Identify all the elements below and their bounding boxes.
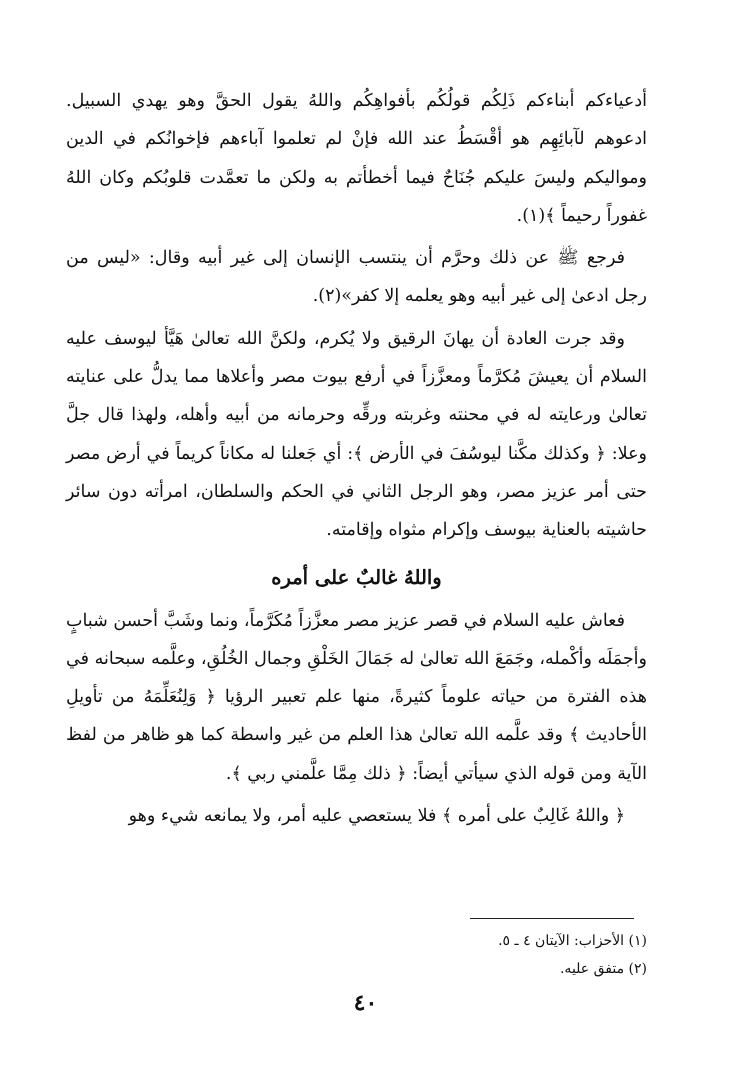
footnote-1: (١) الأحزاب: الآيتان ٤ ـ ٥. <box>498 933 647 949</box>
footnote-2: (٢) متفق عليه. <box>559 961 647 977</box>
main-text <box>66 82 647 835</box>
footnotes <box>347 927 647 983</box>
page-number: ٤٠ <box>353 990 378 1016</box>
footnote-divider <box>470 918 634 919</box>
paragraph-custom: وقد جرت العادة أن يهانَ الرقيق ولا يُكرم، ولكنَّ الله تعالىٰ هَيَّأ ليوسف عليه السلام أن يعيشَ مُكرَّماً ومعزَّزاً في أرفع بيوت مصر وأعلاها مما يدلُّ على عنايته تعالىٰ ورعايته له في محنته وغربته ورقِّه وحرمانه من أبيه وأهله، ولهذا قال جلَّ وعلا: ﴿ وكذلك مكَّنا ليوسُفَ في الأرض ﴾: أي جَعلنا له مكاناً كريماً في أرض مصر حتى أمر عزيز مصر، وهو الرجل الثاني في الحكم والسلطان، امرأته دون سائر حاشيته بالعناية بيوسف وإكرام مثواه وإقامته. <box>66 328 647 541</box>
paragraph-life-in-palace: فعاش عليه السلام في قصر عزيز مصر معزَّزاً مُكَرَّماً، ونما وشَبَّ أحسن شبابٍ وأجمَلَه وأكْمله، وجَمَعَ الله تعالىٰ له جَمَالَ الخَلْقِ وجمال الخُلُقِ، وعلَّمه سبحانه في هذه الفترة من حياته علوماً كثيرةً، منها علم تعبير الرؤيا ﴿ وَلِنُعَلِّمَهُ من تأويلِ الأحاديث ﴾ وقد علَّمه الله تعالىٰ هذا العلم من غير واسطة كما هو ظاهر من لفظ الآية ومن قوله الذي سيأتي أيضاً: ﴿ ذلك مِمَّا علَّمني ربي ﴾. <box>66 610 647 784</box>
paragraph-quran-continuation: أدعياءكم أبناءكم ذَلِكُم قولُكُم بأفواهِكُم واللهُ يقول الحقَّ وهو يهدي السبيل. ادعوهم لآبائِهِم هو أقْسَطُ عند الله فإنْ لم تعلموا آباءهم فإخوانُكم في الدين ومواليكم وليسَ عليكم جُنَاحٌ فيما أخطأتم به ولكن ما تعمَّدت قلوبُكم وكان اللهُ غفوراً رحيماً ﴾(١). <box>66 91 647 226</box>
paragraph-allah-prevails: ﴿ واللهُ غَالِبٌ على أمره ﴾ فلا يستعصي عليه أمر، ولا يمانعه شيء وهو <box>128 806 625 827</box>
section-heading: واللهُ غالبٌ على أمره <box>271 565 442 589</box>
paragraph-hadith: فرجع ﷺ عن ذلك وحرَّم أن ينتسب الإنسان إلى غير أبيه وقال: «ليس من رجل ادعىٰ إلى غير أبيه وهو يعلمه إلا كفر»(٢). <box>66 248 647 307</box>
